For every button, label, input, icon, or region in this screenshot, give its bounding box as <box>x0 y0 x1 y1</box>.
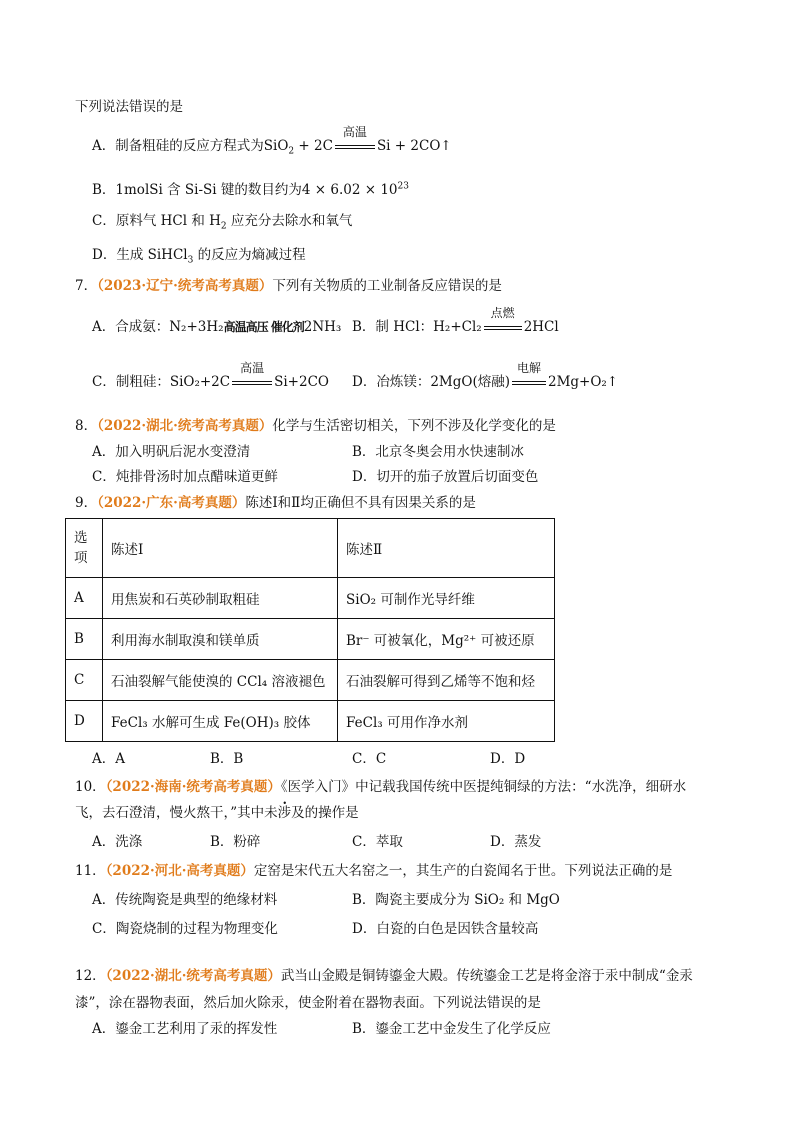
q7-b-right: 2HCl <box>523 319 559 335</box>
q10-option-d: D．蒸发 <box>490 834 542 850</box>
q6-option-c: C．原料气 HCl 和 $H_2$ 应充分去除水和氧气 <box>92 213 353 232</box>
q6-c-text: C．原料气 HCl 和 H <box>92 213 221 229</box>
q8-option-b: B．北京冬奥会用水快速制冰 <box>352 444 524 460</box>
q7-b-cond-text: 点燃 <box>490 306 515 320</box>
q10-option-b: B．粉碎 <box>210 834 261 850</box>
q10-emphasis: 未涉及 <box>264 805 305 821</box>
q9-number: 9． <box>75 495 98 511</box>
table-cell: FeCl₃ 可用作净水剂 <box>338 701 555 742</box>
q12-option-b: B．鎏金工艺中金发生了化学反应 <box>352 1021 551 1037</box>
q7-a-condition: 高温高压 催化剂 <box>223 320 304 334</box>
q10-option-a: A．洗涤 <box>92 834 143 850</box>
q12-stem-line1: 武当山金殿是铜铸鎏金大殿。传统鎏金工艺是将金溶于汞中制成“金汞 <box>280 968 693 984</box>
table-cell: 利用海水制取溴和镁单质 <box>103 619 338 660</box>
q6-a-eq-left2: + 2C <box>294 138 333 154</box>
q9-source-tag: （2022·广东·高考真题） <box>97 495 246 511</box>
table-cell: D <box>66 701 103 742</box>
q7-d-text: D．冶炼镁：2MgO(熔融) <box>352 374 510 390</box>
q11-stem <box>75 862 672 880</box>
q8-option-c: C．炖排骨汤时加点醋味道更鲜 <box>92 469 278 485</box>
q11-stem-text: 定窑是宋代五大名窑之一，其生产的白瓷闻名于世。下列说法正确的是 <box>253 863 673 879</box>
q7-option-d <box>352 361 619 391</box>
q6-a-cond-text: 高温 <box>342 125 367 139</box>
q12-source-tag: （2022·湖北·统考高考真题） <box>105 968 281 984</box>
q9-stem <box>75 494 476 512</box>
q7-stem-text: 下列有关物质的工业制备反应错误的是 <box>272 278 502 294</box>
table-header-row <box>66 519 555 578</box>
q9-option-d: D．D <box>490 751 526 767</box>
q6-option-d: D．生成 SiHCl$_3$ 的反应为熵减过程 <box>92 247 306 266</box>
q7-stem <box>75 277 502 295</box>
q10-stem-line1: 《医学入门》中记载我国传统中医提纯铜绿的方法：“水洗净，细研水 <box>280 779 687 795</box>
q9-stem-text: 陈述Ⅰ和Ⅱ均正确但不具有因果关系的是 <box>245 495 476 511</box>
q6-b-value: 4 × 6.02 × 10 <box>301 182 398 198</box>
q6-c-text2: 应充分去除水和氧气 <box>226 213 353 229</box>
q7-d-condition <box>512 361 546 391</box>
q7-b-text: B．制 HCl：H₂+Cl₂ <box>352 319 482 335</box>
q6-option-b <box>92 181 409 199</box>
q10-stem-cont <box>75 804 359 822</box>
q10-stem-line2a: 飞，去石澄清，慢火熬干，”其中 <box>75 805 265 821</box>
q6-d-text2: 的反应为熵减过程 <box>193 247 306 263</box>
q10-source-tag: （2022·海南·统考高考真题） <box>105 779 281 795</box>
q11-option-a: A．传统陶瓷是典型的绝缘材料 <box>92 892 278 908</box>
q10-stem <box>75 778 686 796</box>
q11-option-d: D．白瓷的白色是因铁含量较高 <box>352 921 539 937</box>
q8-number: 8． <box>75 418 98 434</box>
table-row <box>66 578 555 619</box>
q8-source-tag: （2022·湖北·统考高考真题） <box>97 418 273 434</box>
table-cell: FeCl₃ 水解可生成 Fe(OH)₃ 胶体 <box>103 701 338 742</box>
q7-c-cond-text: 高温 <box>240 361 265 375</box>
table-header-cell: 选项 <box>66 519 103 578</box>
q7-option-c <box>92 361 329 391</box>
table-header-cell: 陈述Ⅱ <box>338 519 555 578</box>
table-cell: 用焦炭和石英砂制取粗硅 <box>103 578 338 619</box>
q7-c-condition <box>232 361 272 391</box>
q10-number: 10． <box>75 779 106 795</box>
q7-c-right: Si+2CO <box>274 374 329 390</box>
table-cell: 石油裂解气能使溴的 CCl₄ 溶液褪色 <box>103 660 338 701</box>
q11-option-c: C．陶瓷烧制的过程为物理变化 <box>92 921 278 937</box>
q8-option-d: D．切开的茄子放置后切面变色 <box>352 469 539 485</box>
q6-b-text: B．1molSi 含 Si-Si 键的数目约为 <box>92 182 302 198</box>
q6-a-condition <box>335 125 375 155</box>
q6-option-a: A．制备粗硅的反应方程式为SiO$_2$ + 2C 高温 Si + 2CO↑ <box>92 125 452 157</box>
q7-b-condition <box>484 306 522 336</box>
q9-option-c: C．C <box>352 751 387 767</box>
table-cell: A <box>66 578 103 619</box>
q11-option-b: B．陶瓷主要成分为 SiO₂ 和 MgO <box>352 892 560 908</box>
q7-a-right: 2NH₃ <box>303 319 342 335</box>
q12-stem <box>75 967 693 985</box>
table-row <box>66 701 555 742</box>
q12-option-a: A．鎏金工艺利用了汞的挥发性 <box>92 1021 278 1037</box>
q6-a-text: A．制备粗硅的反应方程式为 <box>92 138 264 154</box>
q7-c-text: C．制粗硅：SiO₂+2C <box>92 374 231 390</box>
q7-d-cond-text: 电解 <box>516 361 541 375</box>
q12-stem-cont: 漆”，涂在器物表面，然后加火除汞，使金附着在器物表面。下列说法错误的是 <box>75 995 541 1011</box>
table-row <box>66 619 555 660</box>
q7-source-tag: （2023·辽宁·统考高考真题） <box>97 278 273 294</box>
q8-option-a: A．加入明矾后泥水变澄清 <box>92 444 251 460</box>
q8-stem <box>75 417 556 435</box>
q10-option-c: C．萃取 <box>352 834 403 850</box>
q8-stem-text: 化学与生活密切相关，下列不涉及化学变化的是 <box>272 418 556 434</box>
q9-option-b: B．B <box>210 751 244 767</box>
table-cell: C <box>66 660 103 701</box>
q7-d-right: 2Mg+O₂↑ <box>547 374 619 390</box>
q11-number: 11． <box>75 863 106 879</box>
table-header-cell: 陈述Ⅰ <box>103 519 338 578</box>
q7-a-text: A．合成氨：N₂+3H₂ <box>92 319 224 335</box>
table-cell: B <box>66 619 103 660</box>
q10-stem-line2c: 的操作是 <box>304 805 359 821</box>
q6-d-text: D．生成 SiHCl <box>92 247 188 263</box>
q7-option-b <box>352 306 559 336</box>
table-cell: 石油裂解可得到乙烯等不饱和烃 <box>338 660 555 701</box>
table-row <box>66 660 555 701</box>
table-cell: SiO₂ 可制作光导纤维 <box>338 578 555 619</box>
q7-option-a <box>92 318 341 336</box>
q6-a-eq-left: SiO <box>263 138 289 154</box>
q7-number: 7． <box>75 278 98 294</box>
q12-number: 12． <box>75 968 106 984</box>
q11-source-tag: （2022·河北·高考真题） <box>105 863 254 879</box>
q9-table <box>65 518 555 742</box>
question-stem: 下列说法错误的是 <box>75 99 183 115</box>
q6-a-eq-right: Si + 2CO↑ <box>376 138 452 154</box>
q6-b-exponent: 23 <box>397 181 409 192</box>
q9-option-a: A．A <box>92 751 125 767</box>
table-cell: Br⁻ 可被氧化，Mg²⁺ 可被还原 <box>338 619 555 660</box>
